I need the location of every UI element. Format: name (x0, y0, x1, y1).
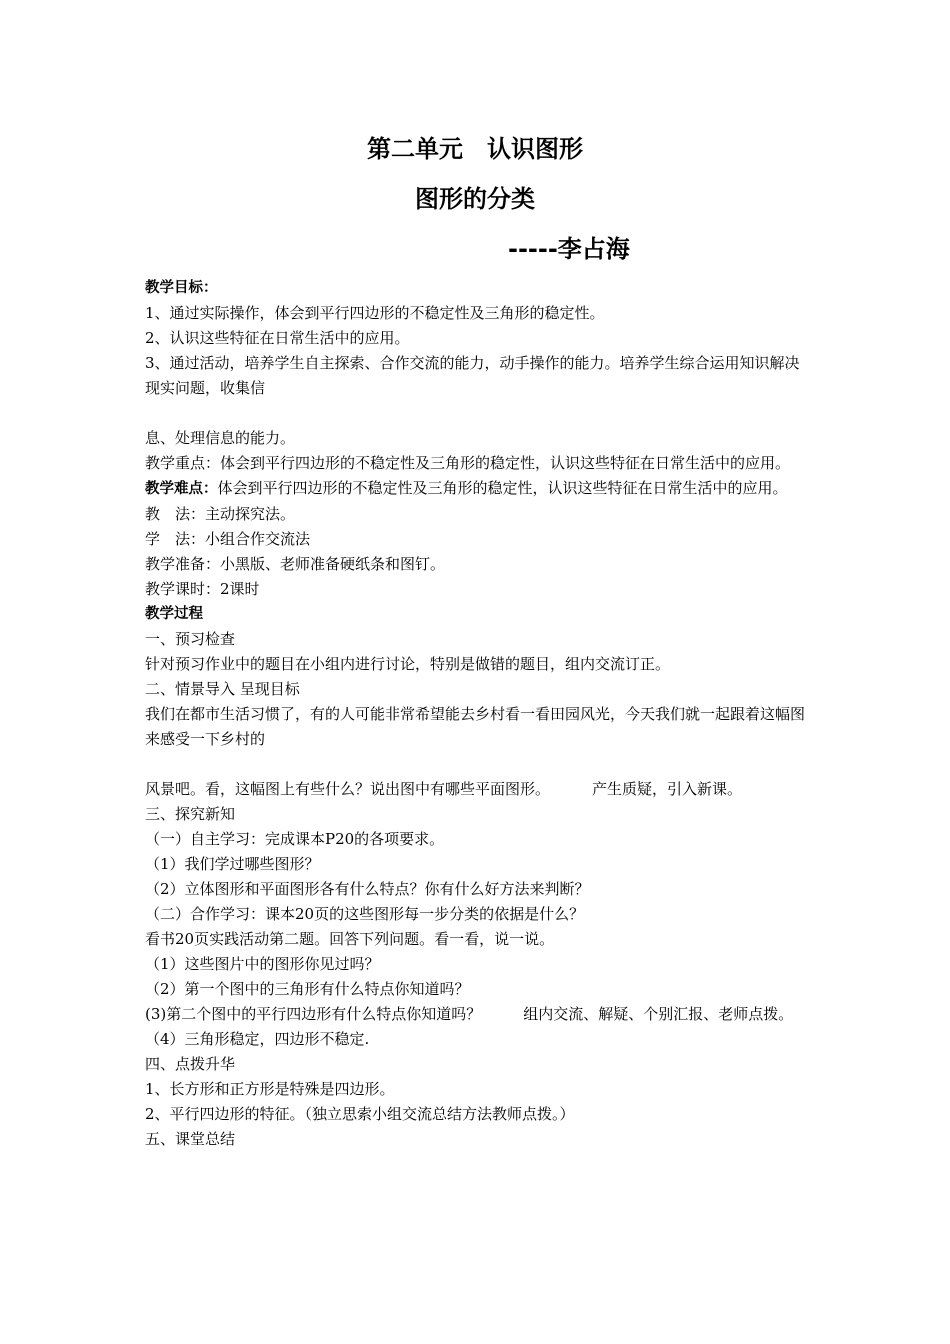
section-heading: 三、探究新知 (145, 805, 236, 823)
paragraph: （4）三角形稳定，四边形不稳定. (145, 1030, 370, 1048)
paragraph-note: 组内交流、解疑、个别汇报、老师点拨。 (523, 1005, 794, 1023)
section-heading-objectives: 教学目标： (145, 280, 218, 296)
author: -----李占海 (508, 235, 630, 263)
paragraph-difficulties (145, 476, 809, 502)
paragraph: （1）这些图片中的图形你见过吗？ (145, 955, 380, 973)
difficulties-label: 教学难点： (145, 481, 218, 497)
difficulties-text: 体会到平行四边形的不稳定性及三角形的稳定性，认识这些特征在日常生活中的应用。 (217, 479, 788, 497)
section-heading: 二、情景导入 呈现目标 (145, 680, 300, 698)
paragraph: （2）第一个图中的三角形有什么特点你知道吗？ (145, 980, 470, 998)
paragraph: 学 法：小组合作交流法 (145, 530, 311, 548)
paragraph: （一）自主学习：完成课本P20的各项要求。 (145, 830, 445, 848)
paragraph: 2、认识这些特征在日常生活中的应用。 (145, 329, 410, 347)
paragraph-note: 产生质疑，引入新课。 (592, 780, 743, 798)
paragraph: （1）我们学过哪些图形？ (145, 855, 320, 873)
lesson-body (145, 276, 809, 1152)
paragraph: 看书20页实践活动第二题。回答下列问题。看一看，说一说。 (145, 930, 555, 948)
paragraph: （二）合作学习：课本20页的这些图形每一步分类的依据是什么？ (145, 905, 585, 923)
paragraph: 教学准备：小黑版、老师准备硬纸条和图钉。 (145, 555, 446, 573)
paragraph-text: 风景吧。看，这幅图上有些什么？说出图中有哪些平面图形。 (145, 780, 551, 798)
lesson-title: 图形的分类 (415, 185, 535, 213)
paragraph: 息、处理信息的能力。 (145, 429, 296, 447)
paragraph: 2、平行四边形的特征。（独立思索小组交流总结方法教师点拨。） (145, 1105, 575, 1123)
paragraph: 教 法：主动探究法。 (145, 505, 296, 523)
section-heading-process: 教学过程 (145, 606, 203, 622)
paragraph-text: (3)第二个图中的平行四边形有什么特点你知道吗？ (145, 1005, 482, 1023)
paragraph: 我们在都市生活习惯了，有的人可能非常希望能去乡村看一看田园风光，今天我们就一起跟着这幅图来感受一下乡村的 (145, 705, 806, 748)
unit-title: 第二单元 认识图形 (367, 135, 583, 163)
paragraph: （2）立体图形和平面图形各有什么特点？你有什么好方法来判断？ (145, 880, 590, 898)
paragraph: 教学课时：2课时 (145, 580, 260, 598)
paragraph (145, 1002, 809, 1027)
paragraph: 3、通过活动，培养学生自主探索、合作交流的能力，动手操作的能力。培养学生综合运用知识解决现实问题，收集信 (145, 354, 800, 397)
section-heading: 四、点拨升华 (145, 1055, 236, 1073)
section-heading: 一、预习检查 (145, 630, 236, 648)
paragraph: 1、通过实际操作，体会到平行四边形的不稳定性及三角形的稳定性。 (145, 304, 605, 322)
paragraph: 针对预习作业中的题目在小组内进行讨论，特别是做错的题目，组内交流订正。 (145, 655, 671, 673)
paragraph: 1、长方形和正方形是特殊是四边形。 (145, 1080, 395, 1098)
paragraph-key-points: 教学重点：体会到平行四边形的不稳定性及三角形的稳定性，认识这些特征在日常生活中的应用。 (145, 454, 791, 472)
section-heading: 五、课堂总结 (145, 1130, 236, 1148)
paragraph (145, 777, 809, 802)
